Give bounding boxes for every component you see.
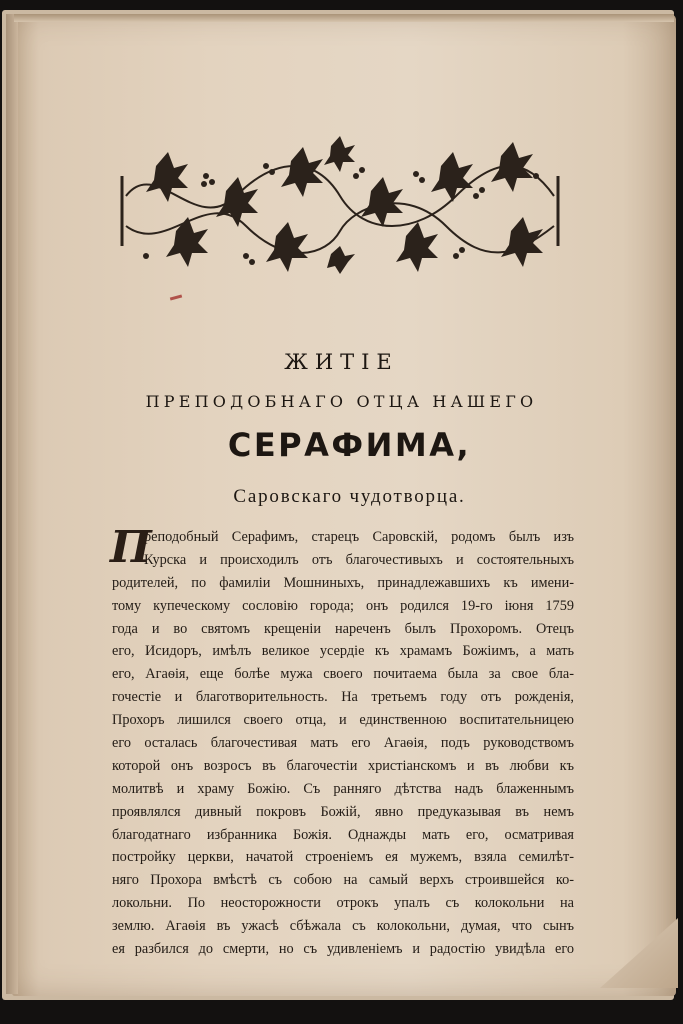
text-line: года и во святомъ крещеніи нареченъ былъ Прохоромъ. Отецъ <box>112 620 574 637</box>
text-line: тому купеческому сословію города; онъ родился 19-го іюня 1759 <box>112 597 574 614</box>
text-line: благодатнаго избранника Божія. Однажды мать его, осматривая <box>112 826 574 843</box>
text-line: Прохоръ лишился своего отца, и единственною воспитательницею <box>112 712 574 729</box>
text-line: молитвѣ и храму Божію. Съ ранняго дѣтства надъ блаженнымъ <box>112 780 574 797</box>
body-paragraph <box>110 522 574 961</box>
text-line: его осталась благочестивая мать его Агаѳія, подъ руководствомъ <box>112 735 574 752</box>
text-line: постройку церкви, начатой строеніемъ ея мужемъ, взяла семилѣт- <box>112 849 574 866</box>
heading-our-father: ПРЕПОДОБНАГО ОТЦА НАШЕГО <box>145 392 538 411</box>
text-line: няго Прохора вмѣстѣ съ собою на самый верхъ строившейся ко- <box>112 872 574 889</box>
text-line: Курска и происходилъ отъ благочестивыхъ и состоятельныхъ <box>144 551 574 568</box>
page-top-edge <box>14 14 674 22</box>
text-line: ея разбился до смерти, но съ удивленіемъ и радостію увидѣла его <box>112 941 574 958</box>
drop-cap: П <box>110 522 152 573</box>
text-line: которой онъ возросъ въ благочестіи христіанскомъ и въ любви къ <box>112 757 574 774</box>
text-line: родителей, по фамиліи Мошниныхъ, принадлежавшихъ къ имени- <box>112 574 574 591</box>
grapevine-headpiece-icon <box>116 136 564 284</box>
heading-seraphim: СЕРАФИМА, <box>227 426 472 464</box>
text-line: реподобный Серафимъ, старецъ Саровскій, родомъ былъ изъ <box>144 529 574 545</box>
text-line: локольни. По неосторожности отрокъ упалъ съ колокольни на <box>112 895 574 912</box>
text-line: проявлялся дивный покровъ Божій, явно предуказывая въ немъ <box>112 803 574 820</box>
text-line: землю. Агаѳія въ ужасѣ сбѣжала съ колокольни, думая, что сынъ <box>112 918 574 935</box>
text-line: гочестіе и благотворительность. На третьемъ году отъ рожденія, <box>112 689 574 706</box>
text-line: его, Исидоръ, имѣлъ великое усердіе къ храмамъ Божіимъ, а мать <box>112 643 574 660</box>
heading-life: ЖИТІЕ <box>284 350 399 374</box>
text-line: его, Агаѳія, еще болѣе мужа своего почитаема была за свое бла- <box>112 666 574 683</box>
subtitle-sarov: Саровскаго чудотворца. <box>233 486 466 507</box>
